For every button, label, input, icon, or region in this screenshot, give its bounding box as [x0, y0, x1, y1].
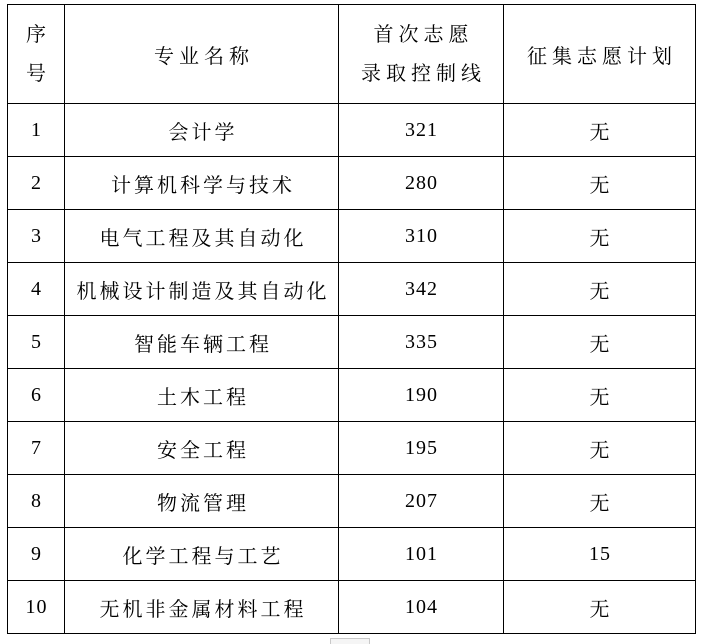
cell-control-line: 335: [339, 316, 504, 369]
header-serial-line-2: 号: [26, 62, 51, 85]
cell-resolicited-plan: 无: [504, 104, 696, 157]
cell-major-name: 智能车辆工程: [65, 316, 339, 369]
table-row: [8, 263, 696, 316]
table-row: [8, 475, 696, 528]
cell-major-name: 无机非金属材料工程: [65, 581, 339, 634]
table-row: [8, 369, 696, 422]
cell-major-name: 计算机科学与技术: [65, 157, 339, 210]
cell-serial-number: 3: [8, 210, 65, 263]
cell-control-line: 280: [339, 157, 504, 210]
cell-resolicited-plan: 无: [504, 581, 696, 634]
cell-resolicited-plan: 无: [504, 210, 696, 263]
table-row: [8, 581, 696, 634]
cell-resolicited-plan: 无: [504, 475, 696, 528]
cell-serial-number: 7: [8, 422, 65, 475]
cell-major-name: 化学工程与工艺: [65, 528, 339, 581]
table-row: [8, 528, 696, 581]
header-serial-number: [8, 5, 65, 104]
cell-control-line: 321: [339, 104, 504, 157]
cell-resolicited-plan: 无: [504, 263, 696, 316]
cell-serial-number: 1: [8, 104, 65, 157]
cell-major-name: 土木工程: [65, 369, 339, 422]
cell-serial-number: 6: [8, 369, 65, 422]
cropped-bottom-artifact: [330, 638, 370, 644]
header-control-line: [339, 5, 504, 104]
header-serial-number-lines: [8, 25, 64, 84]
cell-serial-number: 4: [8, 263, 65, 316]
cell-serial-number: 10: [8, 581, 65, 634]
cell-major-name: 会计学: [65, 104, 339, 157]
cell-resolicited-plan: 无: [504, 422, 696, 475]
table-row: [8, 210, 696, 263]
cell-serial-number: 9: [8, 528, 65, 581]
cell-control-line: 195: [339, 422, 504, 475]
table-row: [8, 422, 696, 475]
header-control-line-line-1: 首次志愿: [373, 23, 474, 46]
cell-resolicited-plan: 无: [504, 157, 696, 210]
header-control-line-line-2: 录取控制线: [361, 62, 486, 85]
cell-control-line: 190: [339, 369, 504, 422]
header-serial-line-1: 序: [26, 23, 51, 46]
cell-major-name: 安全工程: [65, 422, 339, 475]
cell-major-name: 电气工程及其自动化: [65, 210, 339, 263]
cell-major-name: 物流管理: [65, 475, 339, 528]
cell-resolicited-plan: 无: [504, 316, 696, 369]
header-major-name: 专业名称: [65, 5, 339, 104]
table-row: [8, 316, 696, 369]
cell-resolicited-plan: 15: [504, 528, 696, 581]
cell-serial-number: 8: [8, 475, 65, 528]
cell-major-name: 机械设计制造及其自动化: [65, 263, 339, 316]
admission-control-line-table: [7, 4, 696, 634]
cell-control-line: 104: [339, 581, 504, 634]
table-row: [8, 104, 696, 157]
cell-serial-number: 2: [8, 157, 65, 210]
cell-control-line: 101: [339, 528, 504, 581]
header-resolicited-plan: 征集志愿计划: [504, 5, 696, 104]
table-header-row: [8, 5, 696, 104]
table-row: [8, 157, 696, 210]
header-control-line-lines: [339, 25, 503, 84]
cell-control-line: 342: [339, 263, 504, 316]
cell-control-line: 310: [339, 210, 504, 263]
cell-serial-number: 5: [8, 316, 65, 369]
cell-resolicited-plan: 无: [504, 369, 696, 422]
cell-control-line: 207: [339, 475, 504, 528]
